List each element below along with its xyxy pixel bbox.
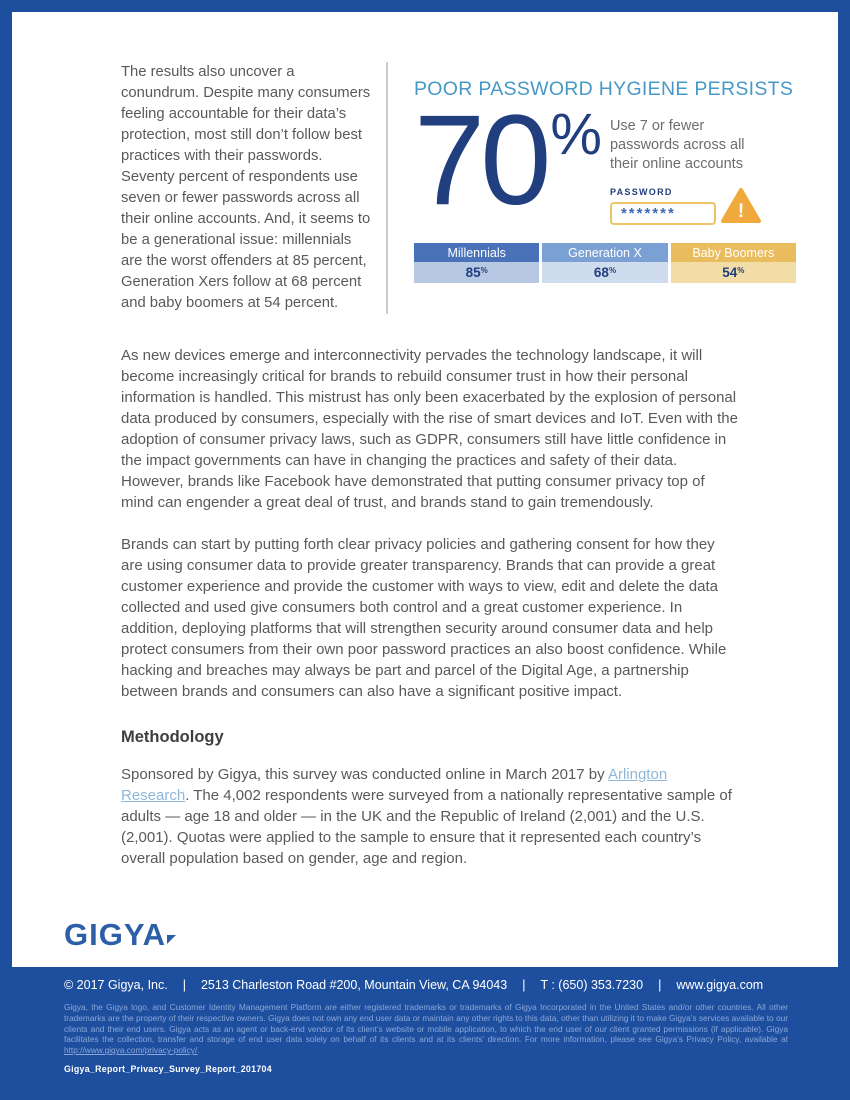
generation-column-genx [542,243,667,283]
footer-website-link[interactable]: www.gigya.com [676,978,764,992]
legal-body: Gigya, the Gigya logo, and Customer Identity Management Platform are either registered trademarks or trademarks of Gigya Incorporated in the United States and/or other countries. All other trademarks are the property of their respective owners. Gigya does not own any end user data or maintain any other rights to this data, other than utilizing it to make Gigya’s services available to our clients and their end users. Gigya acts as an agent or back-end vendor of its client’s website or mobile application, to which the end user of our client granted permissions (if applicable). Gigya facilitates the collection, transfer and storage of end user data solely on behalf of its clients and at its clients’ direction. For more information, please see Gigya’s Privacy Policy, available at [64,1002,788,1045]
password-masked-value: ******* [620,204,676,222]
top-section [121,62,796,314]
footer-separator: | [522,978,526,992]
generation-value [542,262,667,283]
generation-percent: 85 [465,265,481,280]
svg-text:!: ! [737,201,745,222]
generation-percent: 54 [722,265,738,280]
arlington-research-link[interactable]: Arlington Research [121,766,668,804]
generation-column-boomers [671,243,796,283]
warning-icon [720,187,762,225]
footer-legal-text [64,1002,788,1056]
stat-unit: % [550,102,602,167]
password-graphic [610,187,770,225]
intro-paragraph: The results also uncover a conundrum. Despite many consumers feeling accountable for their data’s protection, most still don’t follow best practices with their passwords. Seventy percent of respondents use seven or fewer passwords across all their online accounts. And, it seems to be a generational issue: millennials are the worst offenders at 85 percent, Generation Xers follow at 68 percent and baby boomers at 54 percent. [121,64,371,311]
privacy-policy-link[interactable]: http://www.gigya.com/privacy-policy/ [64,1045,198,1056]
password-hygiene-infographic [414,62,796,314]
vertical-divider [386,62,388,314]
stat-caption: Use 7 or fewer passwords across all their online accounts [609,118,745,172]
generation-column-millennials [414,243,539,283]
methodology-paragraph [121,764,739,869]
footer-phone: T : (650) 353.7230 [540,978,644,992]
password-row [610,201,770,225]
methodology-text-after: . The 4,002 respondents were surveyed from a nationally representative sample of adults — age 18 and older — in the UK and the Republic of Ireland (2,001) and the U.S. (2,001). Quotas were applied to the sample to ensure that it represented each country’s overall population based on gender, age and region. [121,787,732,867]
password-label: PASSWORD [609,187,673,197]
gigya-logo [64,917,176,953]
page-content [12,12,838,967]
body-paragraph-2: Brands can start by putting forth clear privacy policies and gathering consent for how they are using consumer data to provide greater transparency. Brands that can provide a great customer experience and provide the customer with ways to view, edit and delete the data collected and used give consumers both control and a great customer experience. In addition, deploying platforms that will strengthen security around consumer data and help protect consumers from their own poor password practices an also boost confidence. While hacking and breaches may always be part and parcel of the Digital Age, a partnership between brands and consumers can also have a significant positive impact. [121,536,727,700]
generation-header: Millennials [414,243,539,262]
generation-header: Generation X [542,243,667,262]
body-paragraph-1: As new devices emerge and interconnectivity pervades the technology landscape, it will become increasingly critical for brands to rebuild consumer trust in how their personal information is handled. This mistrust has only been exacerbated by the explosion of personal data produced by consumers, especially with the rise of smart devices and IoT. Even with the adoption of consumer privacy laws, such as GDPR, consumers still have little confidence in the impact governments can have in changing the practices and safety of their data. However, brands like Facebook have demonstrated that putting consumer privacy top of mind can engender a great deal of trust, and brands stand to gain tremendously. [121,347,738,511]
generation-value [671,262,796,283]
legal-period: . [197,1045,200,1056]
gigya-logo-arrow-icon [167,935,176,944]
stat-value: 70 [414,89,547,232]
gigya-logo-text: GIGYA [64,917,167,952]
password-field [610,202,716,225]
generation-chart [414,243,796,283]
footer-address: 2513 Charleston Road #200, Mountain View, CA 94043 [200,978,508,992]
footer-separator: | [182,978,186,992]
percent-sign: % [608,266,617,275]
footer-copyright: © 2017 Gigya, Inc. [64,978,168,992]
methodology-text-before: Sponsored by Gigya, this survey was conducted online in March 2017 by [121,766,608,783]
generation-percent: 68 [593,265,609,280]
percent-sign: % [480,266,488,275]
body-text [121,345,739,890]
footer-contact-line [64,978,788,992]
methodology-heading: Methodology [121,728,224,746]
percent-sign: % [737,266,745,275]
generation-value [414,262,539,283]
infographic-title: POOR PASSWORD HYGIENE PERSISTS [414,78,794,100]
stat-sidebar [610,109,770,225]
document-id: Gigya_Report_Privacy_Survey_Report_201704 [64,1064,272,1074]
footer-separator: | [658,978,662,992]
generation-header: Baby Boomers [671,243,796,262]
stat-70-percent [414,89,602,232]
